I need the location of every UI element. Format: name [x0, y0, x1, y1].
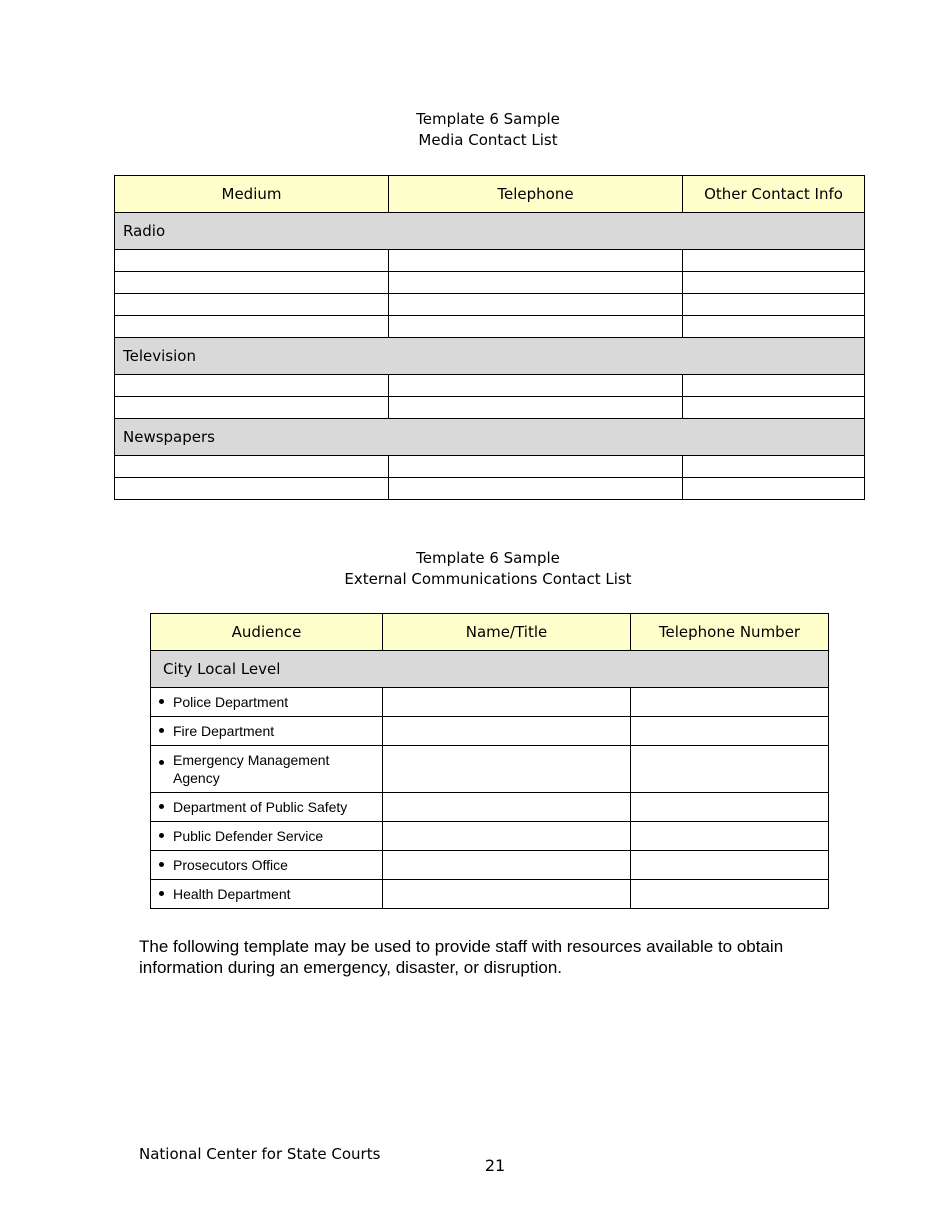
table-row: [115, 250, 865, 272]
blank-cell[interactable]: [389, 316, 683, 338]
blank-cell[interactable]: [389, 397, 683, 419]
audience-cell: [151, 851, 383, 880]
table-row: [115, 456, 865, 478]
blank-cell[interactable]: [631, 717, 829, 746]
blank-cell[interactable]: [631, 746, 829, 793]
blank-cell[interactable]: [383, 688, 631, 717]
blank-cell[interactable]: [683, 294, 865, 316]
audience-cell: [151, 717, 383, 746]
blank-cell[interactable]: [631, 822, 829, 851]
blank-cell[interactable]: [683, 250, 865, 272]
blank-cell[interactable]: [115, 316, 389, 338]
blank-cell[interactable]: [115, 478, 389, 500]
media-contact-table: [114, 175, 865, 500]
blank-cell[interactable]: [389, 294, 683, 316]
header-audience: Audience: [151, 614, 383, 651]
bullet-icon: [159, 728, 164, 733]
blank-cell[interactable]: [389, 272, 683, 294]
blank-cell[interactable]: [683, 375, 865, 397]
bullet-icon: [159, 804, 164, 809]
audience-cell: [151, 688, 383, 717]
audience-label: Health Department: [173, 886, 291, 902]
external-list-title: [0, 548, 950, 590]
audience-label: Public Defender Service: [173, 828, 324, 844]
table-row: [115, 478, 865, 500]
header-telephone-number: Telephone Number: [631, 614, 829, 651]
audience-cell: [151, 746, 383, 793]
header-telephone: Telephone: [389, 176, 683, 213]
blank-cell[interactable]: [115, 375, 389, 397]
header-other-contact: Other Contact Info: [683, 176, 865, 213]
table-row: [151, 793, 829, 822]
blank-cell[interactable]: [631, 793, 829, 822]
media-title-line2: Media Contact List: [418, 131, 558, 149]
body-paragraph: The following template may be used to provide staff with resources available to obtain information during an emergency, disaster, or disruption.: [139, 937, 784, 977]
blank-cell[interactable]: [683, 316, 865, 338]
blank-cell[interactable]: [115, 397, 389, 419]
external-title-line1: Template 6 Sample: [416, 549, 560, 567]
blank-cell[interactable]: [683, 272, 865, 294]
blank-cell[interactable]: [383, 880, 631, 909]
table-row: [151, 688, 829, 717]
header-name-title: Name/Title: [383, 614, 631, 651]
media-title-line1: Template 6 Sample: [416, 110, 560, 128]
blank-cell[interactable]: [115, 250, 389, 272]
table-header-row: [151, 614, 829, 651]
table-row: [115, 272, 865, 294]
audience-cell: [151, 822, 383, 851]
group-label: Newspapers: [115, 419, 865, 456]
audience-label: Fire Department: [173, 723, 275, 739]
audience-label: Police Department: [173, 694, 289, 710]
table-row: [151, 717, 829, 746]
table-header-row: [115, 176, 865, 213]
table-row: [151, 851, 829, 880]
header-medium: Medium: [115, 176, 389, 213]
bullet-icon: [159, 862, 164, 867]
blank-cell[interactable]: [683, 456, 865, 478]
page-number: 21: [484, 1156, 506, 1175]
blank-cell[interactable]: [389, 456, 683, 478]
footer-organization: National Center for State Courts: [139, 1145, 381, 1163]
blank-cell[interactable]: [383, 717, 631, 746]
blank-cell[interactable]: [115, 272, 389, 294]
bullet-icon: [159, 699, 164, 704]
blank-cell[interactable]: [631, 880, 829, 909]
audience-label: Department of Public Safety: [173, 799, 348, 815]
group-row-city-local: [151, 651, 829, 688]
blank-cell[interactable]: [383, 851, 631, 880]
group-label: City Local Level: [151, 651, 829, 688]
blank-cell[interactable]: [383, 822, 631, 851]
blank-cell[interactable]: [683, 397, 865, 419]
bullet-icon: [159, 891, 164, 896]
blank-cell[interactable]: [383, 793, 631, 822]
group-label: Television: [115, 338, 865, 375]
table-row: [115, 294, 865, 316]
bullet-icon: [159, 760, 164, 765]
blank-cell[interactable]: [383, 746, 631, 793]
audience-cell: [151, 880, 383, 909]
group-label: Radio: [115, 213, 865, 250]
external-contact-table: [150, 613, 829, 909]
blank-cell[interactable]: [631, 688, 829, 717]
blank-cell[interactable]: [631, 851, 829, 880]
media-list-title: [0, 109, 950, 151]
external-title-line2: External Communications Contact List: [344, 570, 632, 588]
audience-label: Prosecutors Office: [173, 857, 288, 873]
table-row: [115, 316, 865, 338]
table-row: [151, 822, 829, 851]
audience-label: Emergency Management Agency: [173, 752, 330, 786]
bullet-icon: [159, 833, 164, 838]
blank-cell[interactable]: [389, 375, 683, 397]
table-row: [151, 880, 829, 909]
group-row-newspapers: [115, 419, 865, 456]
table-row: [151, 746, 829, 793]
table-row: [115, 397, 865, 419]
blank-cell[interactable]: [389, 250, 683, 272]
table-row: [115, 375, 865, 397]
group-row-television: [115, 338, 865, 375]
blank-cell[interactable]: [115, 456, 389, 478]
group-row-radio: [115, 213, 865, 250]
audience-cell: [151, 793, 383, 822]
blank-cell[interactable]: [389, 478, 683, 500]
blank-cell[interactable]: [115, 294, 389, 316]
blank-cell[interactable]: [683, 478, 865, 500]
